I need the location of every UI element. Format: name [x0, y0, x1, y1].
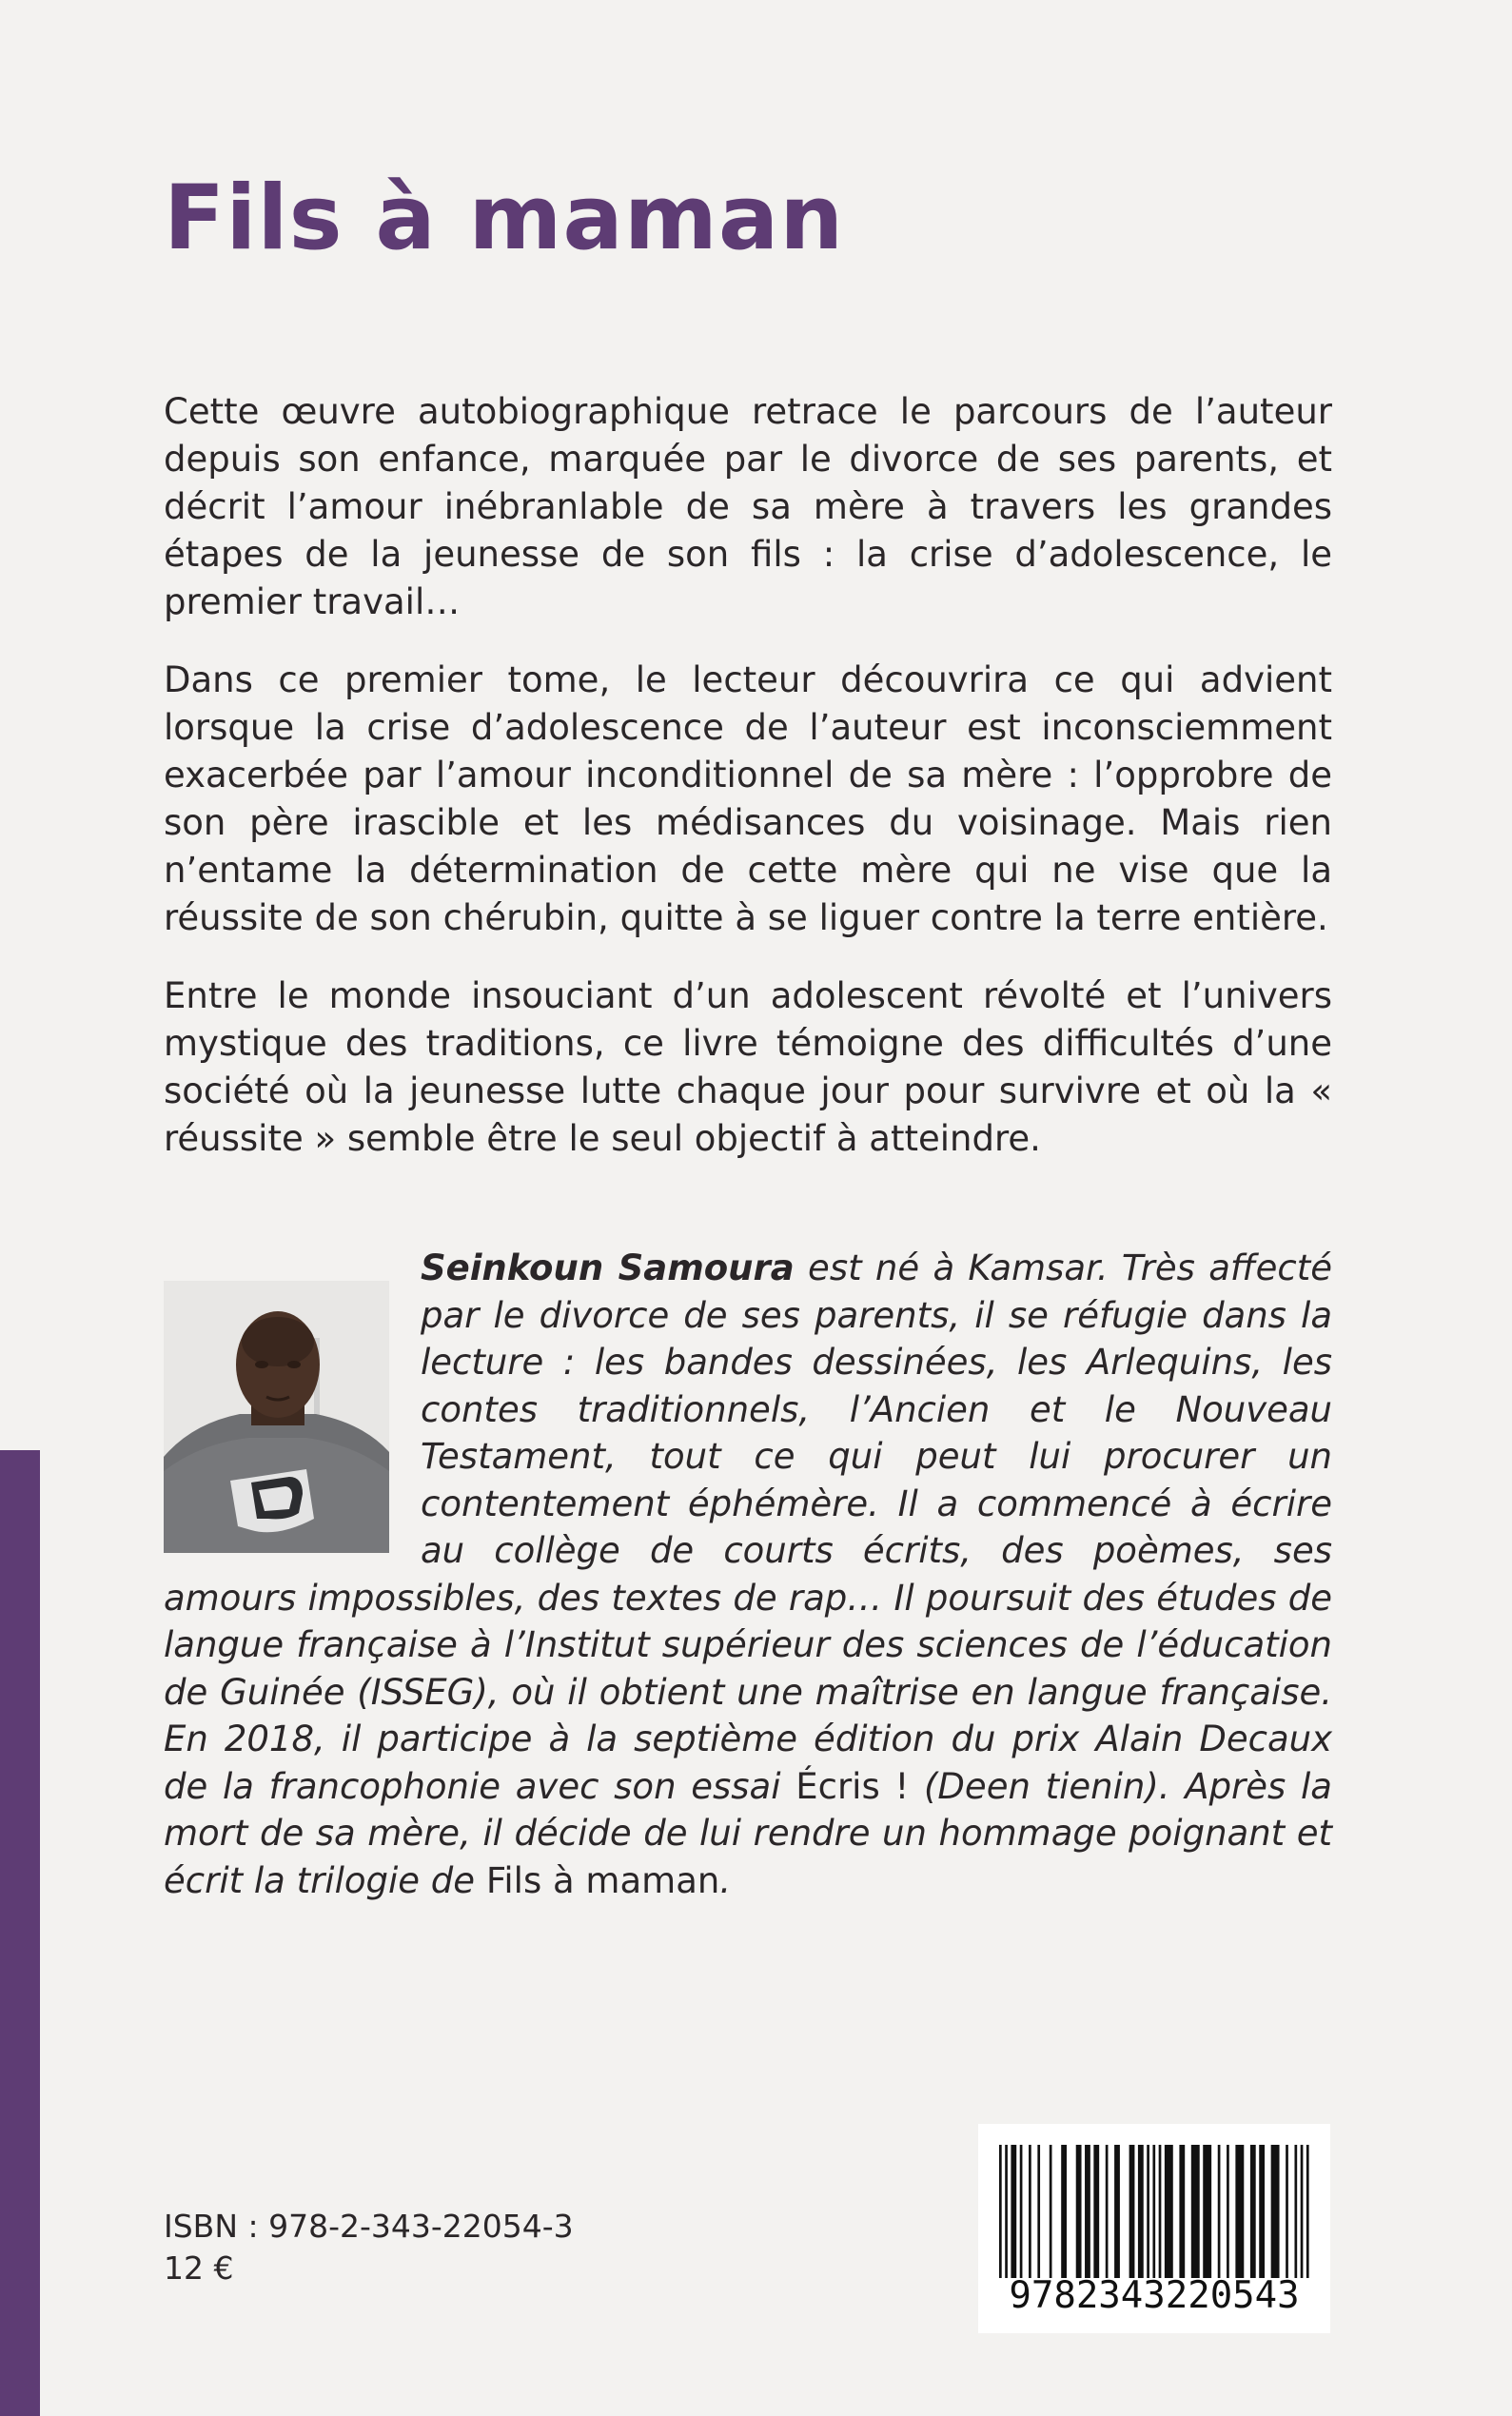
barcode-bar	[1191, 2145, 1200, 2278]
barcode-bars	[999, 2145, 1309, 2278]
book-title: Fils à maman	[164, 167, 845, 270]
spine-accent-bar	[0, 1450, 40, 2416]
author-bio	[164, 1245, 1332, 1904]
barcode-bar	[1227, 2145, 1229, 2278]
barcode-bar	[1259, 2145, 1265, 2278]
blurb-paragraph: Cette œuvre autobiographique retrace le parcours de l’auteur depuis son enfance, marquée par le divorce de ses parents, et décrit l’amour inébranlable de sa mère à travers les grandes étapes de la jeunesse de son fils : la crise d’adolescence, le premier travail…	[164, 391, 1332, 622]
barcode-bar	[1294, 2145, 1297, 2278]
barcode-bar	[1165, 2145, 1173, 2278]
barcode-bar	[1159, 2145, 1162, 2278]
photo-text-wrap-spacer	[164, 1245, 421, 1573]
barcode-bar	[1147, 2145, 1149, 2278]
author-bio-end: .	[719, 1859, 732, 1901]
barcode-bar	[1029, 2145, 1031, 2278]
trilogy-title: Fils à maman	[485, 1859, 720, 1901]
barcode-bar	[1076, 2145, 1082, 2278]
barcode-bar	[1106, 2145, 1109, 2278]
blurb-paragraph: Entre le monde insouciant d’un adolescent révolté et l’univers mystique des traditions, ce livre témoigne des difficultés d’une société où la jeunesse lutte chaque jour pour survivre et où la « réussite » semble être le seul objectif à atteindre.	[164, 975, 1332, 1159]
essay-title: Écris !	[795, 1765, 910, 1807]
barcode-bar	[1218, 2145, 1221, 2278]
barcode-bar	[1129, 2145, 1135, 2278]
barcode-bar	[1114, 2145, 1120, 2278]
author-bio-text: (Deen tienin). Après la mort de sa mère, il décide de lui rendre un hommage poignant et écrit la trilogie de	[164, 1765, 1332, 1901]
barcode-bar	[1093, 2145, 1099, 2278]
barcode-bar	[1235, 2145, 1244, 2278]
barcode-bar	[1250, 2145, 1256, 2278]
barcode-bar	[1085, 2145, 1090, 2278]
barcode-bar	[999, 2145, 1002, 2278]
barcode-bar	[1050, 2145, 1052, 2278]
barcode-bar	[1005, 2145, 1008, 2278]
barcode-bar	[1179, 2145, 1185, 2278]
barcode-bar	[1037, 2145, 1040, 2278]
barcode-number: 9782343220543	[1009, 2274, 1300, 2317]
barcode-bar	[1152, 2145, 1155, 2278]
author-name: Seinkoun Samoura	[421, 1247, 795, 1288]
blurb-paragraph: Dans ce premier tome, le lecteur découvrira ce qui advient lorsque la crise d’adolescence de l’auteur est inconsciemment exacerbée par l’amour inconditionnel de sa mère : l’opprobre de son père irascible et les médisances du voisinage. Mais rien n’entame la détermination de cette mère qui ne vise que la réussite de son chérubin, quitte à se liguer contre la terre entière.	[164, 659, 1332, 938]
back-cover-blurb	[164, 388, 1332, 1193]
barcode-bar	[1301, 2145, 1304, 2278]
barcode-bar	[1020, 2145, 1023, 2278]
barcode-bar	[1286, 2145, 1288, 2278]
barcode-bar	[1306, 2145, 1309, 2278]
author-bio-text: est né à Kamsar. Très affecté par le divorce de ses parents, il se réfugie dans la lecture : les bandes dessinées, les Arlequins, les contes traditionnels, l’Ancien et le Nouveau Testament, tout ce qui peut lui procurer un contentement éphémère. Il a commencé à écrire au collège de courts écrits, des poèmes, ses amours impossibles, des textes de rap… Il poursuit des études de langue française à l’Institut supérieur des sciences de l’éducation de Guinée (ISSEG), où il obtient une maîtrise en langue française. En 2018, il participe à la septième édition du prix Alain Decaux de la francophonie avec son essai	[164, 1247, 1332, 1807]
barcode-bar	[1011, 2145, 1016, 2278]
barcode-bar	[1203, 2145, 1211, 2278]
barcode-bar	[1138, 2145, 1144, 2278]
barcode-bar	[1061, 2145, 1067, 2278]
price: 12 €	[164, 2249, 234, 2287]
barcode-bar	[1271, 2145, 1280, 2278]
barcode	[978, 2124, 1330, 2333]
isbn: ISBN : 978-2-343-22054-3	[164, 2208, 574, 2245]
